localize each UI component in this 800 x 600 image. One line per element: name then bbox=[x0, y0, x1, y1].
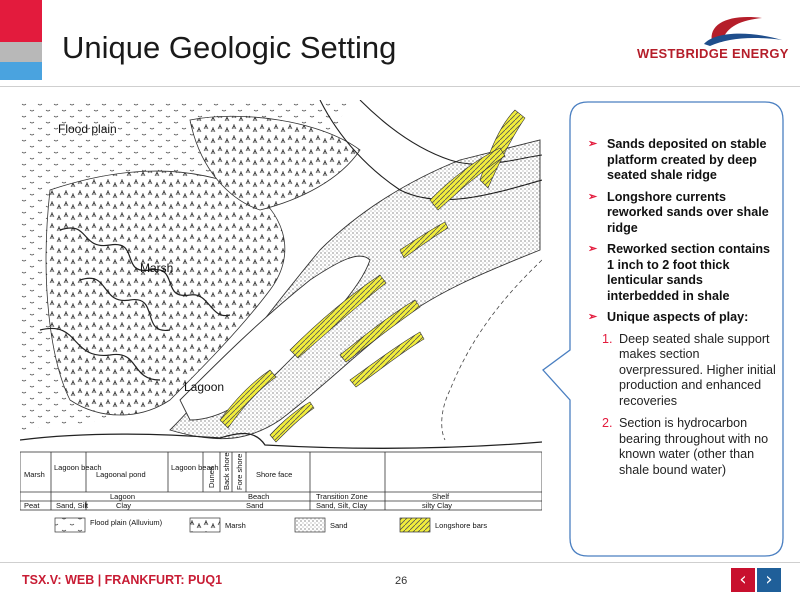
bullet-arrow-icon: ➢ bbox=[588, 190, 598, 203]
zone-lagoon-beach-1: Lagoon beach bbox=[54, 463, 102, 472]
env-shelf: Shelf bbox=[432, 492, 450, 501]
zone-marsh: Marsh bbox=[24, 470, 45, 479]
chevron-left-icon: ‹ bbox=[739, 569, 747, 590]
zone-back-shore: Back shore bbox=[222, 452, 231, 490]
header-divider bbox=[0, 86, 800, 87]
next-slide-button[interactable] bbox=[757, 568, 781, 592]
sed-peat: Peat bbox=[24, 501, 40, 510]
env-transition-zone: Transition Zone bbox=[316, 492, 368, 501]
zone-fore-shore: Fore shore bbox=[235, 453, 244, 490]
env-beach: Beach bbox=[248, 492, 270, 501]
legend-label-flood-plain: Flood plain (Alluvium) bbox=[90, 518, 163, 527]
sed-sand-silt-clay: Sand, Silt, Clay bbox=[316, 501, 368, 510]
sed-sand: Sand bbox=[246, 501, 264, 510]
zone-lagoon-beach-2: Lagoon beach bbox=[171, 463, 219, 472]
env-lagoon: Lagoon bbox=[110, 492, 136, 501]
brand-stripe-blue bbox=[0, 62, 42, 80]
logo-wordmark: WESTBRIDGE ENERGY bbox=[637, 46, 789, 61]
bullet-item: ➢ Reworked section contains 1 inch to 2 foot thick lenticular sands interbedded in shale bbox=[588, 242, 771, 303]
legend-label-longshore-bars: Longshore bars bbox=[435, 521, 488, 530]
sed-sand-silt: Sand, Silt bbox=[56, 501, 89, 510]
numbered-item: 1. Deep seated shale support makes section overpressured. Higher initial production and enhanced recoveries bbox=[602, 331, 776, 408]
page-title: Unique Geologic Setting bbox=[62, 30, 397, 65]
footer-ticker: TSX.V: WEB | FRANKFURT: PUQ1 bbox=[22, 573, 223, 587]
bullet-item: ➢ Sands deposited on stable platform created by deep seated shale ridge bbox=[588, 137, 767, 182]
zone-dunes: Dunes bbox=[207, 466, 216, 488]
sed-clay: Clay bbox=[116, 501, 132, 510]
chevron-right-icon: › bbox=[765, 569, 773, 590]
map-label-flood-plain: Flood plain bbox=[58, 122, 117, 136]
callout-text bbox=[588, 137, 778, 485]
numbered-item: 2. Section is hydrocarbon bearing throughout with no known water (other than shale bound water) bbox=[602, 416, 769, 477]
map-label-marsh: Marsh bbox=[140, 261, 174, 275]
zone-shore-face: Shore face bbox=[256, 470, 293, 479]
bullet-arrow-icon: ➢ bbox=[588, 138, 598, 150]
page-number: 26 bbox=[395, 575, 408, 587]
zone-lagoonal-pond: Lagoonal pond bbox=[96, 470, 146, 479]
map-label-lagoon: Lagoon bbox=[184, 380, 225, 394]
bullet-arrow-icon: ➢ bbox=[588, 243, 598, 255]
footer-divider bbox=[0, 562, 800, 563]
geologic-map-figure bbox=[20, 100, 542, 545]
brand-stripe-grey bbox=[0, 42, 42, 62]
bullet-item: ➢ Longshore currents reworked sands over shale ridge bbox=[588, 189, 769, 235]
legend-label-marsh: Marsh bbox=[225, 521, 246, 530]
bullet-item: ➢ Unique aspects of play: bbox=[588, 310, 749, 324]
brand-stripe-red bbox=[0, 0, 42, 42]
legend-label-sand: Sand bbox=[330, 521, 348, 530]
prev-slide-button[interactable] bbox=[731, 568, 755, 592]
sed-silty-clay: silty Clay bbox=[422, 501, 453, 510]
bullet-arrow-icon: ➢ bbox=[588, 311, 598, 323]
